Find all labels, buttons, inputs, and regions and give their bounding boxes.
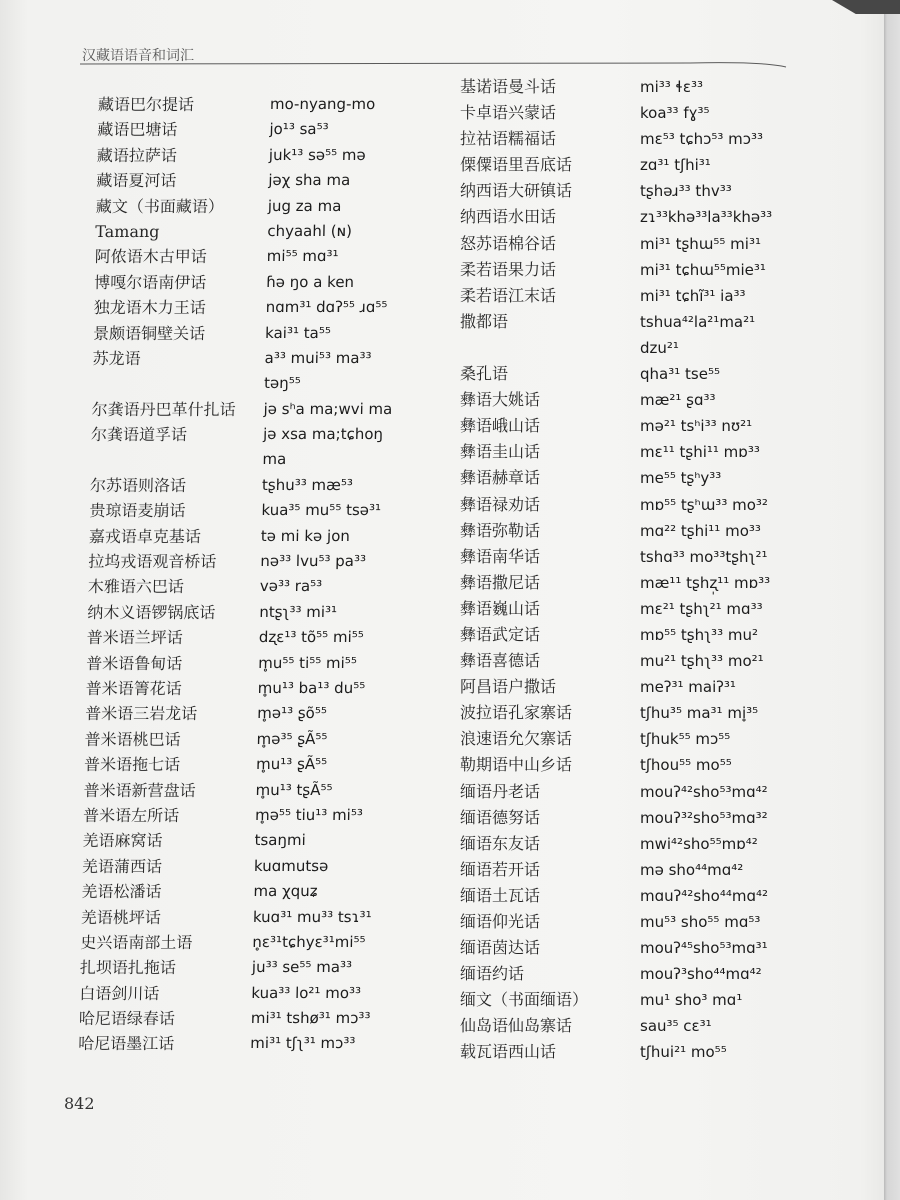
- lexicon-entry: [0, 909, 884, 935]
- language-name: 桑孔语: [460, 364, 509, 384]
- lexicon-entry: [0, 700, 884, 726]
- lexicon-entry: [0, 413, 884, 439]
- word-form: jug za ma: [267, 196, 342, 215]
- page-number: 842: [64, 1094, 95, 1113]
- language-name: 藏语夏河话: [96, 171, 177, 191]
- word-form: mɒ⁵⁵ tʂhʅ³³ mu²: [640, 625, 758, 644]
- lexicon-entry: [0, 831, 884, 857]
- word-form: mouʔ³sho⁴⁴mɑ⁴²: [640, 965, 762, 984]
- word-form: mi³¹ tɕhĩ³¹ ia³³: [640, 286, 746, 305]
- language-name: 仙岛语仙岛寨话: [460, 1016, 573, 1036]
- language-name: 拉祜语糯福话: [460, 129, 557, 149]
- language-name: 普米语鲁甸话: [86, 653, 183, 673]
- word-form: mi³¹ tɕhɯ⁵⁵mie³¹: [640, 260, 766, 279]
- word-form: m̥u¹³ ba¹³ du⁵⁵: [257, 678, 366, 697]
- language-name: 缅语土瓦话: [460, 885, 541, 905]
- language-name: 景颇语铜壁关话: [92, 323, 206, 343]
- lexicon-entry: [0, 204, 884, 230]
- lexicon-entry: [0, 361, 884, 387]
- language-name: 怒苏语棉谷话: [460, 233, 557, 253]
- word-form: tʂhəɹ³³ thv³³: [640, 182, 732, 201]
- language-name: 藏语巴尔提话: [97, 95, 195, 114]
- right-column: [0, 74, 884, 1066]
- language-name: 拉坞戎语观音桥话: [88, 552, 217, 572]
- word-form: dʐɛ¹³ tõ⁵⁵ mi⁵⁵: [258, 628, 364, 647]
- lexicon-entry: [0, 570, 884, 596]
- word-form: ɦə ŋo a ken: [266, 272, 355, 291]
- word-form: mi³¹ tshø³¹ mɔ³³: [250, 1009, 371, 1028]
- language-name: 苏龙语: [92, 348, 141, 368]
- word-form: mɑuʔ⁴²sho⁴⁴mɑ⁴²: [640, 886, 769, 905]
- word-form: ju³³ se⁵⁵ ma³³: [251, 958, 353, 977]
- lexicon-entry: [0, 622, 884, 648]
- language-name: 贵琼语麦崩话: [89, 501, 186, 521]
- word-form: nə³³ lvu⁵³ pa³³: [260, 552, 367, 571]
- language-name: 阿侬语木古甲话: [94, 247, 207, 267]
- language-name: 史兴语南部土语: [80, 932, 193, 952]
- word-form: jə xsa ma;tɕhoŋ: [262, 425, 384, 444]
- language-name: 纳木义语锣锅底话: [87, 602, 216, 622]
- language-name: 普米语兰坪话: [86, 628, 183, 648]
- language-name: 彝语弥勒话: [460, 520, 541, 540]
- language-name: 羌语松潘话: [81, 882, 162, 902]
- language-name: 哈尼语绿春话: [78, 1009, 176, 1029]
- word-form: ntʂʅ³³ mi³¹: [259, 602, 338, 621]
- language-name: 彝语圭山话: [460, 442, 541, 462]
- word-form: mɒ⁵⁵ tʂʰɯ³³ mo³²: [640, 495, 768, 514]
- word-form: mu²¹ tʂhʅ³³ mo²¹: [640, 652, 764, 671]
- language-name: 藏语拉萨话: [96, 145, 178, 165]
- language-name: 缅文（书面缅语）: [460, 990, 589, 1010]
- lexicon-entry: [0, 935, 884, 961]
- language-name: 普米语箐花话: [85, 678, 182, 698]
- word-form: koa³³ fɣ³⁵: [640, 104, 710, 123]
- language-name: 浪速语允欠寨话: [460, 729, 573, 749]
- word-form: tshua⁴²la²¹ma²¹: [640, 312, 756, 331]
- lexicon-entry: [0, 596, 884, 622]
- language-name: 普米语左所话: [82, 805, 180, 825]
- word-form: mouʔ³²sho⁵³mɑ³²: [640, 808, 768, 827]
- language-name: 藏文（书面藏语）: [95, 196, 225, 216]
- lexicon-entry: [0, 518, 884, 544]
- lexicon-entry: [0, 492, 884, 518]
- language-name: 普米语桃巴话: [84, 729, 181, 749]
- language-name: 彝语大姚话: [460, 390, 541, 410]
- word-form: nɑm³¹ dɑʔ⁵⁵ ɹɑ⁵⁵: [265, 298, 388, 317]
- language-name: 柔若语江末话: [460, 285, 557, 305]
- word-form: jəχ sha ma: [268, 171, 351, 190]
- language-name: 撒都语: [460, 311, 509, 331]
- language-name: 羌语桃坪话: [80, 907, 162, 927]
- word-form: tə mi kə jon: [260, 526, 351, 545]
- word-form: mæ²¹ ʂɑ³³: [640, 391, 716, 410]
- word-form: meʔ³¹ maiʔ³¹: [640, 678, 736, 697]
- language-name: 藏语巴塘话: [97, 120, 178, 140]
- word-form: tʃhou⁵⁵ mo⁵⁵: [640, 756, 732, 775]
- word-form: mouʔ⁴²sho⁵³mɑ⁴²: [640, 782, 768, 801]
- word-form: dzu²¹: [640, 338, 679, 357]
- lexicon-entry: [0, 309, 884, 335]
- lexicon-entry: [0, 779, 884, 805]
- language-name: 尔龚语丹巴革什扎话: [91, 399, 236, 419]
- word-form: jə sʰa ma;wvi ma: [263, 399, 393, 418]
- language-name: 柔若语果力话: [460, 259, 557, 279]
- language-name: 傈僳语里吾底话: [460, 155, 573, 175]
- word-form: juk¹³ sə⁵⁵ mə: [268, 145, 366, 164]
- lexicon-entry: [0, 439, 884, 465]
- lexicon-entry: [0, 178, 884, 204]
- language-name: 缅语若开话: [460, 859, 541, 879]
- word-form: mæ¹¹ tʂhʐ̩¹¹ mɒ³³: [640, 573, 771, 592]
- word-form: me⁵⁵ tʂʰy³³: [640, 469, 722, 488]
- word-form: ma: [262, 450, 287, 469]
- language-name: Tamang: [95, 221, 160, 241]
- language-name: 卡卓语兴蒙话: [460, 103, 557, 123]
- language-name: 阿昌语户撒话: [460, 677, 557, 697]
- language-name: 普米语三岩龙话: [84, 704, 198, 724]
- language-name: 哈尼语墨江话: [78, 1034, 175, 1054]
- lexicon-entry-continuation: [0, 335, 884, 361]
- language-name: 缅语德努话: [460, 807, 541, 827]
- word-form: m̥u¹³ ʂÃ⁵⁵: [255, 755, 328, 774]
- word-form: m̥u⁵⁵ ti⁵⁵ mi⁵⁵: [258, 653, 358, 672]
- word-form: mu⁵³ sho⁵⁵ mɑ⁵³: [640, 913, 761, 931]
- language-name: 彝语喜德话: [460, 651, 541, 671]
- word-form: n̥ɛ³¹tɕhyɛ³¹mi⁵⁵: [252, 932, 366, 951]
- word-form: m̥ə¹³ ʂõ⁵⁵: [257, 704, 328, 723]
- word-form: ma χquʑ: [253, 882, 318, 901]
- lexicon-entry: [0, 752, 884, 778]
- language-name: 彝语峨山话: [460, 416, 541, 436]
- language-name: 彝语禄劝话: [460, 494, 541, 514]
- word-form: tsaŋmi: [254, 831, 306, 850]
- word-form: mɑ²² tʂhi¹¹ mo³³: [640, 521, 761, 540]
- word-form: kai³¹ ta⁵⁵: [264, 323, 332, 342]
- lexicon-entry: [0, 257, 884, 283]
- word-form: kuɑ³¹ mu³³ tsɿ³¹: [252, 907, 372, 926]
- language-name: 独龙语木力王话: [93, 298, 206, 318]
- language-name: 彝语巍山话: [460, 598, 541, 618]
- lexicon-entry: [0, 961, 884, 987]
- lexicon-entry: [0, 152, 884, 178]
- word-form: sau³⁵ cɛ³¹: [640, 1017, 712, 1036]
- language-name: 缅语茵达话: [460, 938, 541, 958]
- lexicon-entry: [0, 1039, 884, 1065]
- language-name: 彝语武定话: [460, 624, 541, 644]
- lexicon-entry: [0, 465, 884, 491]
- language-name: 扎坝语扎拖话: [79, 958, 177, 978]
- word-form: kuɑmutsə: [253, 856, 329, 875]
- word-form: jo¹³ sa⁵³: [269, 120, 329, 139]
- word-form: tʃhuk⁵⁵ mɔ⁵⁵: [640, 730, 731, 749]
- language-name: 彝语撒尼话: [460, 572, 541, 592]
- word-form: a³³ mui⁵³ ma³³: [264, 348, 372, 367]
- lexicon-entry: [0, 857, 884, 883]
- word-form: tʂhu³³ mæ⁵³: [261, 475, 354, 494]
- language-name: 缅语约话: [460, 964, 525, 984]
- language-name: 波拉语孔家寨话: [460, 703, 573, 723]
- lexicon-entry: [0, 987, 884, 1013]
- word-form: mɛ¹¹ tʂhi¹¹ mɒ³³: [640, 443, 760, 462]
- lexicon-entry: [0, 648, 884, 674]
- language-name: 普米语拖七话: [83, 755, 181, 775]
- language-name: 木雅语六巴话: [87, 577, 185, 597]
- language-name: 普米语新营盘话: [83, 780, 196, 800]
- language-name: 彝语南华话: [460, 546, 541, 566]
- language-name: 嘉戎语卓克基话: [88, 526, 202, 546]
- language-name: 纳西语大研镇话: [460, 181, 573, 201]
- word-form: mu¹ sho³ mɑ¹: [640, 991, 743, 1010]
- language-name: 羌语麻窝话: [82, 831, 163, 851]
- language-name: 纳西语水田话: [460, 207, 557, 227]
- language-name: 缅语东友话: [460, 833, 541, 853]
- word-form: zɑ³¹ tʃhi³¹: [640, 156, 711, 175]
- lexicon-entry: [0, 805, 884, 831]
- lexicon-entry: [0, 674, 884, 700]
- word-form: mi³¹ tʂhɯ⁵⁵ mi³¹: [640, 234, 761, 253]
- language-name: 尔苏语则洛话: [89, 475, 187, 495]
- word-form: mɛ²¹ tʂhʅ²¹ mɑ³³: [640, 599, 763, 618]
- lexicon-entry: [0, 126, 884, 152]
- word-form: mi⁵⁵ mɑ³¹: [266, 247, 339, 266]
- lexicon-entry: [0, 100, 884, 126]
- word-form: tʃhu³⁵ ma³¹ mi̥³⁵: [640, 704, 759, 723]
- word-form: kua³³ lo²¹ mo³³: [251, 983, 362, 1002]
- lexicon-entry: [0, 231, 884, 257]
- language-name: 彝语赫章话: [460, 468, 541, 488]
- lexicon-entry: [0, 283, 884, 309]
- word-form: m̥u¹³ tʂÃ⁵⁵: [255, 780, 333, 799]
- word-form: m̥ə³⁵ ʂÃ⁵⁵: [256, 729, 328, 748]
- word-form: mi³³ ɬɛ³³: [640, 78, 704, 96]
- word-form: mouʔ⁴⁵sho⁵³mɑ³¹: [640, 939, 768, 958]
- word-form: mə sho⁴⁴mɑ⁴²: [640, 860, 744, 879]
- word-form: mə²¹ tsʰi³³ nʊ²¹: [640, 417, 753, 436]
- running-head: 汉藏语语音和词汇: [82, 48, 194, 64]
- lexicon-entry: [0, 883, 884, 909]
- word-form: mi³¹ tʃʅ³¹ mɔ³³: [250, 1034, 356, 1053]
- word-form: chyaahl (ɴ): [267, 221, 353, 240]
- language-name: 勒期语中山乡话: [460, 755, 573, 775]
- lexicon-entry: [0, 544, 884, 570]
- page-edge: [884, 0, 900, 1200]
- word-form: zɿ³³khə³³la³³khə³³: [640, 208, 773, 227]
- language-name: 缅语仰光话: [460, 912, 541, 931]
- language-name: 羌语蒲西话: [81, 856, 163, 876]
- lexicon-entry: [0, 726, 884, 752]
- language-name: 基诺语曼斗话: [460, 77, 557, 96]
- lexicon-entry: [0, 1013, 884, 1039]
- word-form: tshɑ³³ mo³³tʂhʅ²¹: [640, 547, 768, 566]
- language-name: 缅语丹老话: [460, 781, 541, 801]
- word-form: və³³ ra⁵³: [259, 577, 323, 596]
- lexicon-entry: [0, 74, 884, 100]
- lexicon-entry: [0, 387, 884, 413]
- word-form: mɛ⁵³ tɕhɔ⁵³ mɔ³³: [640, 130, 764, 149]
- word-form: mwi⁴²sho⁵⁵mɒ⁴²: [640, 834, 758, 853]
- language-name: 白语剑川话: [79, 983, 160, 1003]
- word-form: tʃhui²¹ mo⁵⁵: [640, 1043, 727, 1062]
- word-form: kua³⁵ mu⁵⁵ tsə³¹: [261, 501, 382, 520]
- language-name: 博嘎尔语南伊话: [94, 272, 207, 292]
- word-form: təŋ⁵⁵: [263, 374, 301, 393]
- language-name: 尔龚语道孚话: [90, 425, 188, 445]
- word-form: mo-nyang-mo: [269, 95, 376, 113]
- language-name: 载瓦语西山话: [460, 1042, 557, 1062]
- word-form: m̥ə⁵⁵ tiu¹³ mi⁵³: [254, 805, 364, 824]
- word-form: qha³¹ tse⁵⁵: [640, 365, 720, 384]
